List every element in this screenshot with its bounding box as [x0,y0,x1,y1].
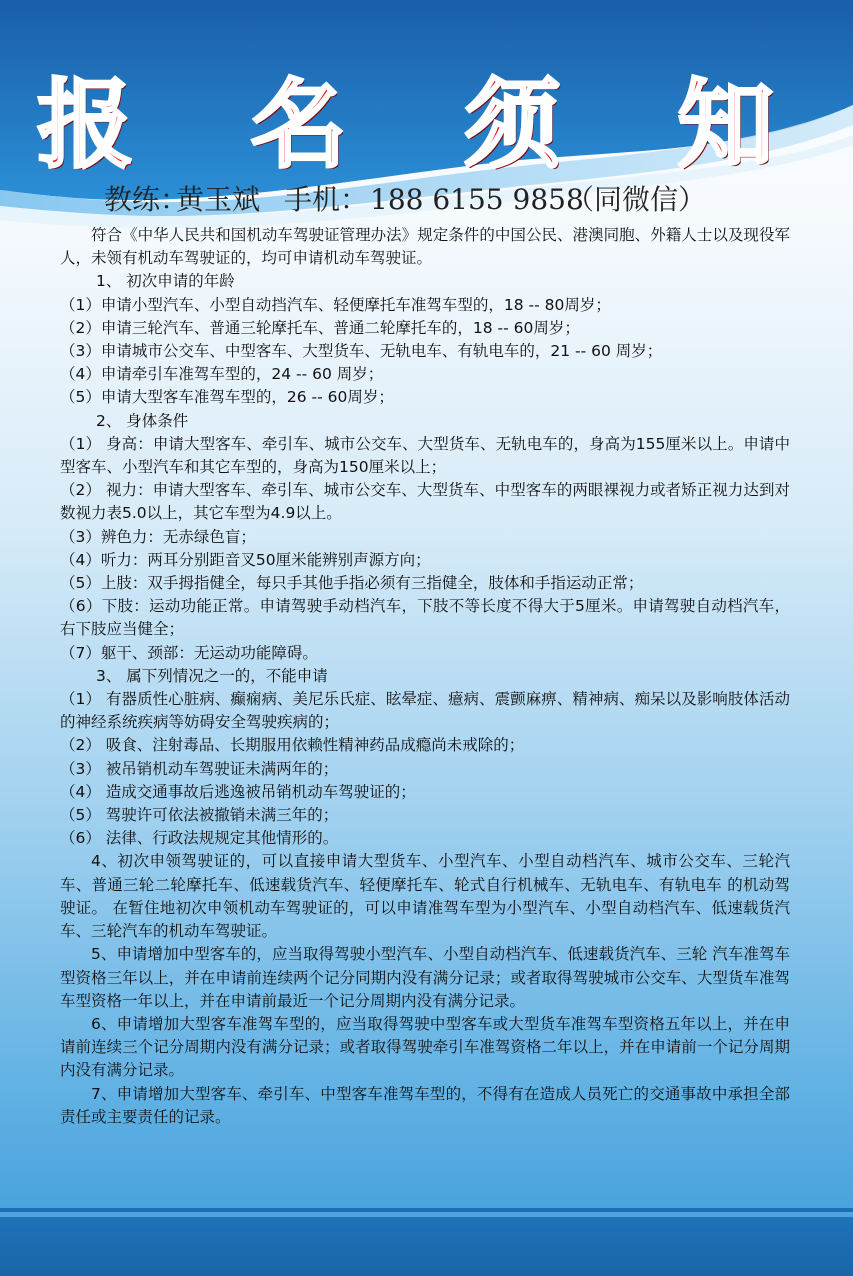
section-2-item: （6）下肢：运动功能正常。申请驾驶手动档汽车，下肢不等长度不得大于5厘米。申请驾驶自动档汽车，右下肢应当健全； [60,597,790,639]
coach-label: 教练： [104,183,189,216]
section-6-paragraph: 6、申请增加大型客车准驾车型的，应当取得驾驶中型客车或大型货车准驾车型资格五年以上，并在申请前连续三个记分周期内没有满分记录；或者取得驾驶牵引车准驾资格二年以上，并在申请前一个记分周期内没有满分记录。 [60,1014,790,1080]
section-1-heading: 1、 初次申请的年龄 [96,272,235,291]
section-1-item: （3）申请城市公交车、中型客车、大型货车、无轨电车、有轨电车的，21 -- 60 周岁； [60,342,663,361]
wechat-note: （同微信） [566,183,707,216]
section-3-item: （6） 法律、行政法规规定其他情形的。 [60,829,339,848]
section-2-item: （4）听力：两耳分别距音叉50厘米能辨别声源方向； [60,550,431,569]
section-3-item: （2） 吸食、注射毒品、长期服用依赖性精神药品成瘾尚未戒除的； [60,736,525,755]
section-2-item: （3）辨色力：无赤绿色盲； [60,527,256,546]
section-2-item: （1） 身高：申请大型客车、牵引车、城市公交车、大型货车、无轨电车的，身高为155厘米以上。申请中型客车、小型汽车和其它车型的，身高为150厘米以上； [60,434,790,477]
section-2-heading: 2、 身体条件 [96,411,189,430]
section-1-item: （1）申请小型汽车、小型自动挡汽车、轻便摩托车准驾车型的，18 -- 80周岁； [60,295,611,314]
contact-line [104,180,804,220]
section-3-heading: 3、 属下列情况之一的，不能申请 [96,666,328,685]
section-2-item: （5）上肢：双手拇指健全，每只手其他手指必须有三指健全，肢体和手指运动正常； [60,574,644,593]
bottom-decor-bar [0,1208,853,1276]
section-3-item: （3） 被吊销机动车驾驶证未满两年的； [60,759,339,778]
section-3-item: （4） 造成交通事故后逃逸被吊销机动车驾驶证的； [60,782,416,801]
section-3-item: （1） 有器质性心脏病、癫痫病、美尼乐氏症、眩晕症、癔病、震颤麻痹、精神病、痴呆以及影响肢体活动的神经系统疾病等妨碍安全驾驶疾病的； [60,690,790,732]
notice-body [60,224,790,1214]
phone-label: 手机： [284,183,369,216]
section-1-item: （5）申请大型客车准驾车型的，26 -- 60周岁； [60,388,394,407]
coach-name: 黄玉斌 [176,183,261,216]
section-4-paragraph: 4、初次申领驾驶证的，可以直接申请大型货车、小型汽车、小型自动档汽车、城市公交车、三轮汽车、普通三轮二轮摩托车、低速载货汽车、轻便摩托车、轮式自行机械车、无轨电车、有轨电车 的机动驾驶证。 在暂住地初次申领机动车驾驶证的，可以申请准驾车型为小型汽车、小型自动档汽车、低速载货汽车、三轮汽车的机动车驾驶证。 [60,852,790,941]
section-2-item: （2） 视力：申请大型客车、牵引车、城市公交车、大型货车、中型客车的两眼裸视力或者矫正视力达到对数视力表5.0以上，其它车型为4.9以上。 [60,481,790,523]
poster-title: 报 名 须 知 [37,69,816,181]
phone-number: 188 6155 9858 [370,183,584,216]
intro-paragraph: 符合《中华人民共和国机动车驾驶证管理办法》规定条件的中国公民、港澳同胞、外籍人士以及现役军人，未领有机动车驾驶证的，均可申请机动车驾驶证。 [60,226,790,268]
section-1-item: （4）申请牵引车准驾车型的，24 -- 60 周岁； [60,365,384,384]
section-5-paragraph: 5、申请增加中型客车的，应当取得驾驶小型汽车、小型自动档汽车、低速载货汽车、三轮 汽车准驾车型资格三年以上，并在申请前连续两个记分同期内没有满分记录；或者取得驾驶城市公交车、大型货车准驾车型资格一年以上，并在申请前最近一个记分周期内没有满分记录。 [60,945,790,1010]
section-1-item: （2）申请三轮汽车、普通三轮摩托车、普通二轮摩托车的，18 -- 60周岁； [60,318,580,337]
section-2-item: （7）躯干、颈部：无运动功能障碍。 [60,643,318,662]
section-7-paragraph: 7、申请增加大型客车、牵引车、中型客车准驾车型的，不得有在造成人员死亡的交通事故中承担全部责任或主要责任的记录。 [60,1084,790,1126]
section-3-item: （5） 驾驶许可依法被撤销未满三年的； [60,806,339,825]
